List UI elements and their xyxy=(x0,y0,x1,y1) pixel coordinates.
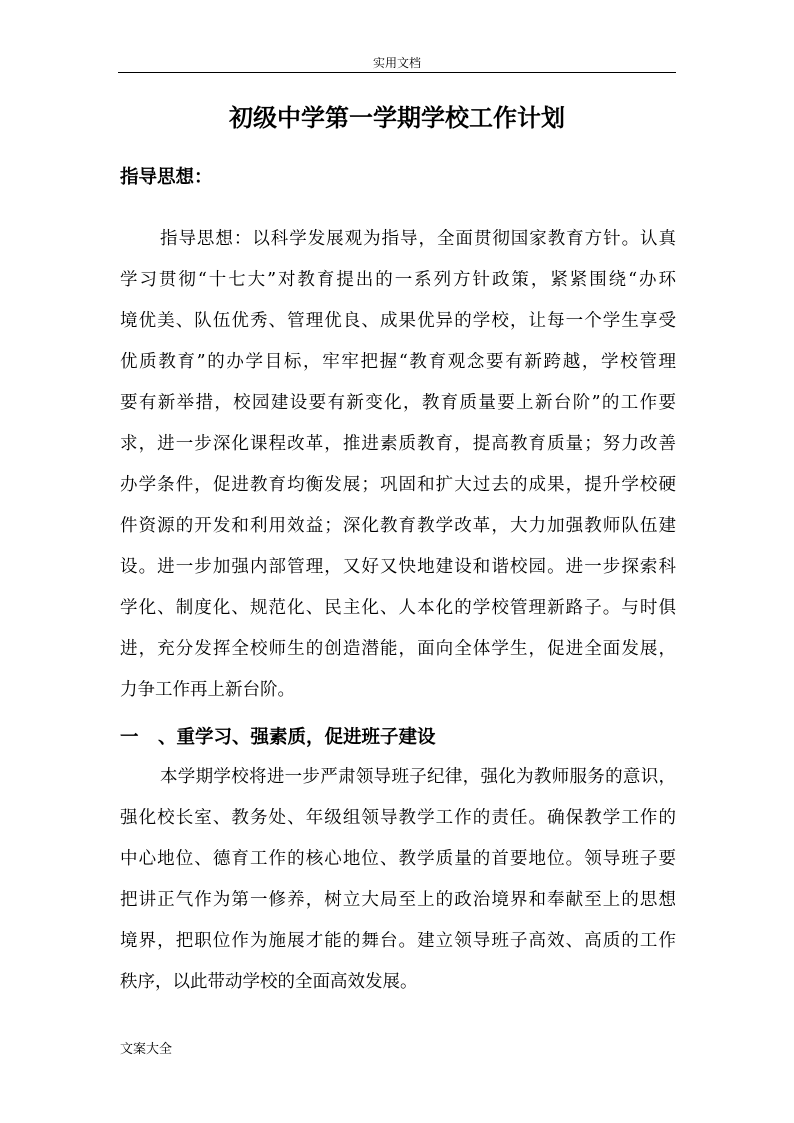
section-title: 、重学习、强素质，促进班子建设 xyxy=(158,727,436,748)
paragraph-line: 优质教育”的办学目标，牢牢把握“教育观念要有新跨越，学校管理 xyxy=(120,352,676,372)
section-number: 一 xyxy=(120,727,139,748)
guiding-thought-heading: 指导思想： xyxy=(120,167,213,188)
paragraph-line: 把讲正气作为第一修养，树立大局至上的政治境界和奉献至上的思想 xyxy=(120,890,676,910)
section-heading xyxy=(120,717,436,758)
paragraph-line: 境界，把职位作为施展才能的舞台。建立领导班子高效、高质的工作 xyxy=(120,931,676,951)
paragraph-line: 学化、制度化、规范化、民主化、人本化的学校管理新路子。与时俱 xyxy=(120,598,676,618)
paragraph-line: 中心地位、德育工作的核心地位、教学质量的首要地位。领导班子要 xyxy=(120,849,676,869)
page-footer: 文案大全 xyxy=(120,1042,173,1057)
paragraph-line: 秩序，以此带动学校的全面高效发展。 xyxy=(120,972,418,992)
paragraph-line: 件资源的开发和利用效益；深化教育教学改革，大力加强教师队伍建 xyxy=(120,516,676,536)
paragraph-line: 设。进一步加强内部管理，又好又快地建设和谐校园。进一步探索科 xyxy=(120,557,676,577)
paragraph-line: 进，充分发挥全校师生的创造潜能，面向全体学生，促进全面发展， xyxy=(120,639,676,659)
section-paragraph xyxy=(120,757,676,1003)
paragraph-line: 求，进一步深化课程改革，推进素质教育，提高教育质量；努力改善 xyxy=(120,434,676,454)
paragraph-line: 本学期学校将进一步严肃领导班子纪律，强化为教师服务的意识， xyxy=(160,767,676,787)
paragraph-line: 办学条件，促进教育均衡发展；巩固和扩大过去的成果，提升学校硬 xyxy=(120,475,676,495)
document-title: 初级中学第一学期学校工作计划 xyxy=(229,103,565,132)
paragraph-line: 学习贯彻“十七大”对教育提出的一系列方针政策，紧紧围绕“办环 xyxy=(120,270,676,290)
guiding-thought-paragraph xyxy=(120,219,676,711)
paragraph-line: 力争工作再上新台阶。 xyxy=(120,680,295,700)
paragraph-line: 指导思想：以科学发展观为指导，全面贯彻国家教育方针。认真 xyxy=(160,229,676,249)
paragraph-line: 强化校长室、教务处、年级组领导教学工作的责任。确保教学工作的 xyxy=(120,808,676,828)
paragraph-line: 要有新举措，校园建设要有新变化，教育质量要上新台阶”的工作要 xyxy=(120,393,676,413)
paragraph-line: 境优美、队伍优秀、管理优良、成果优异的学校，让每一个学生享受 xyxy=(120,311,676,331)
page-header: 实用文档 xyxy=(118,54,676,73)
